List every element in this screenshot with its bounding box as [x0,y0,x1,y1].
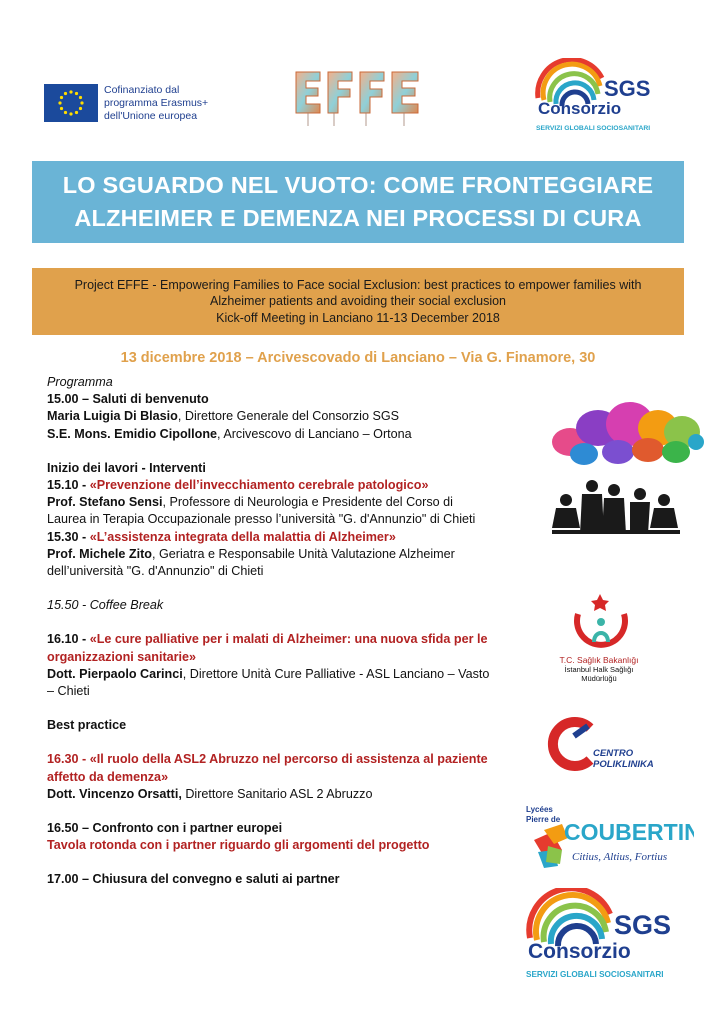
closing-title: 17.00 – Chiusura del convegno e saluti ai partner [47,872,340,887]
speaker-role: , Professore di Neurologia e Presidente del Corso di [162,495,453,510]
talk-title-cont: organizzazioni sanitarie» [47,649,197,664]
speaker-line [47,426,527,443]
sgs-consorzio-logo-bottom [524,888,682,984]
talk-time: 15.30 - [47,529,90,544]
title-line-1: LO SGUARDO NEL VUOTO: COME FRONTEGGIARE [62,172,654,198]
talk-title: «L’assistenza integrata della malattia di Alzheimer» [89,529,396,544]
sgs-tagline: SERVIZI GLOBALI SOCIOSANITARI [526,970,664,979]
effe-logo [292,68,424,128]
cb-name: COUBERTIN [564,819,694,845]
tc-name: T.C. Sağlık Bakanlığı [559,655,639,665]
speaker-name: Dott. Pierpaolo Carinci [47,666,183,681]
title-banner [32,161,684,243]
talk-title: «Il ruolo della ASL2 Abruzzo nel percorso di assistenza al paziente [89,752,488,767]
tc-sub: İstanbul Halk Sağlığı [564,665,634,674]
cb-small: Lycées [526,805,553,814]
speaker-line [47,546,527,563]
talk-title-line [47,751,527,768]
speaker-name: Prof. Stefano Sensi [47,495,163,510]
best-practice-heading: Best practice [47,718,127,733]
works-title: Inizio dei lavori - Interventi [47,460,206,475]
speaker-role: , Arcivescovo di Lanciano – Ortona [217,426,412,441]
cp-line: POLIKLINIKA [593,759,654,770]
talk-title-line [47,631,527,648]
talk-time: 16.30 - [47,752,90,767]
cb-small: Pierre de [526,815,561,824]
speaker-line [47,408,527,425]
speaker-role: , Direttore Generale del Consorzio SGS [177,409,400,424]
talk-time: 16.10 - [47,632,90,647]
talk-title: «Prevenzione dell’invecchiamento cerebrale patologico» [89,478,429,493]
speaker-role: Direttore Sanitario ASL 2 Abruzzo [181,786,373,801]
tc-sub: Müdürlüğü [581,674,617,683]
tc-saglik-text [540,656,658,683]
title-line-2: ALZHEIMER E DEMENZA NEI PROCESSI DI CURA [74,205,642,231]
talk-title: «Le cure palliative per i malati di Alzheimer: una nuova sfida per le [89,632,488,647]
speaker-line [47,786,527,803]
talk-title-line [47,529,527,546]
project-line-2: Alzheimer patients and avoiding their social exclusion [210,294,506,309]
eu-flag-logo [44,84,98,122]
speaker-name: Prof. Michele Zito [47,546,152,561]
sgs-name: Consorzio [528,940,631,963]
programme [47,374,527,889]
speaker-role: , Geriatra e Responsabile Unità Valutazione Alzheimer [151,546,455,561]
speaker-name: S.E. Mons. Emidio Cipollone [47,426,218,441]
sgs-tagline: SERVIZI GLOBALI SOCIOSANITARI [536,125,651,132]
people-silhouette-illustration [552,472,680,544]
cb-motto: Citius, Altius, Fortius [572,851,668,863]
eu-text-line: Cofinanziato dal [104,84,180,96]
coubertin-logo [524,800,694,882]
speaker-line [47,494,527,511]
sgs-consorzio-logo [532,58,662,136]
talk-title-line [47,477,527,494]
centro-poliklinika-text [593,748,654,770]
event-date-location: 13 dicembre 2018 – Arcivescovado di Lanciano – Via G. Finamore, 30 [120,350,596,366]
speaker-name: Maria Luigia Di Blasio [47,409,178,424]
eu-text-line: dell'Unione europea [104,110,198,122]
coffee-break: 15.50 - Coffee Break [47,598,164,613]
speaker-line [47,666,527,683]
project-line-3: Kick-off Meeting in Lanciano 11-13 December 2018 [216,310,500,325]
sgs-abbr: SGS [614,910,672,940]
project-line-1: Project EFFE - Empowering Families to Face social Exclusion: best practices to empower families with [74,277,642,292]
sgs-name: Consorzio [538,99,622,118]
speaker-role-cont: Laurea in Terapia Occupazionale presso l’università "G. d'Annunzio" di Chieti [47,512,476,527]
speech-bubbles-illustration [548,398,704,472]
eu-text-line: programma Erasmus+ [104,97,209,109]
round-table-sub: Tavola rotonda con i partner riguardo gli argomenti del progetto [47,838,430,853]
speaker-role: , Direttore Unità Cure Palliative - ASL Lanciano – Vasto [182,666,490,681]
round-table-title: 16.50 – Confronto con i partner europei [47,821,283,836]
cp-line: CENTRO [593,748,634,759]
speaker-role-cont: dell’università "G. d'Annunzio" di Chieti [47,564,264,579]
welcome-title: 15.00 – Saluti di benvenuto [47,392,209,407]
speaker-name: Dott. Vincenzo Orsatti, [47,786,182,801]
eu-cofinancing-text [104,84,264,123]
sgs-abbr: SGS [604,76,651,101]
talk-title-cont: affetto da demenza» [47,769,169,784]
project-banner [32,268,684,335]
programme-heading: Programma [47,375,113,389]
speaker-role-cont: – Chieti [47,684,90,699]
talk-time: 15.10 - [47,478,90,493]
